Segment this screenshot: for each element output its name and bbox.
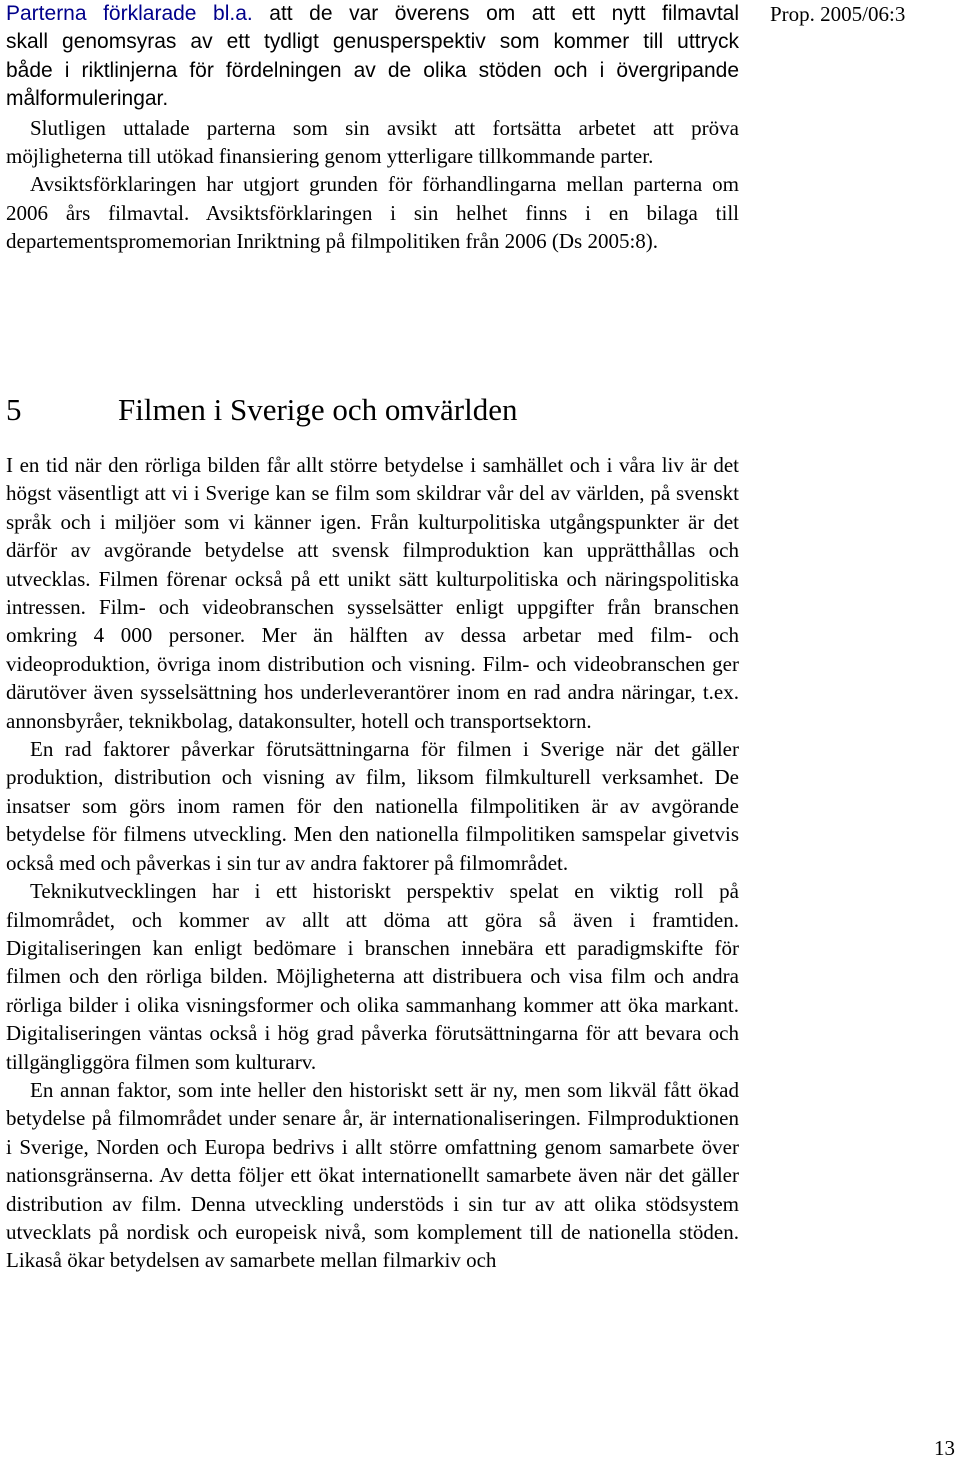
section-heading: [6, 390, 517, 430]
body-paragraph-1: I en tid när den rörliga bilden får allt större betydelse i samhället och i våra liv är det högst väsentligt att vi i Sverige kan se film som skildrar vår del av världen, på svenskt språk och i miljöer som vi känner igen. Från kulturpolitiska utgångspunkter är det därför av avgörande betydelse att svensk filmproduktion kan upprätthållas och utvecklas. Filmen förenar också på ett unikt sätt kulturpolitiska och näringspolitiska intressen. Film- och videobranschen sysselsätter enligt uppgifter från branschen omkring 4 000 personer. Mer än hälften av dessa arbetar med film- och videoproduktion, övriga inom distribution och visning. Film- och videobranschen ger därutöver även sysselsättning hos underleverantörer inom en rad andra näringar, t.ex. annonsbyråer, teknikbolag, datakonsulter, hotell och transportsektorn.: [6, 453, 739, 733]
intro-paragraph-1-line-3: både i riktlinjerna för fördelningen av de olika stöden och i övergripande: [6, 58, 739, 82]
intro-paragraph-1: [6, 0, 739, 114]
section-title: Filmen i Sverige och omvärlden: [118, 392, 518, 427]
body-paragraph-2: En rad faktorer påverkar förutsättningarna för filmen i Sverige när det gäller produktion, distribution och visning av film, liksom filmkulturell verksamhet. De insatser som görs inom ramen för den nationella filmpolitiken är av avgörande betydelse för filmens utveckling. Men den nationella filmpolitiken samspelar givetvis också med och påverkas i sin tur av andra faktorer på filmområdet.: [6, 737, 739, 875]
page-number: 13: [934, 1436, 955, 1460]
document-link[interactable]: Parterna förklarade bl.a.: [6, 2, 253, 25]
body-paragraph-3: Teknikutvecklingen har i ett historiskt perspektiv spelat en viktig roll på filmområdet, och kommer av allt att döma att göra så även i framtiden. Digitaliseringen kan enligt bedömare i branschen innebära ett paradigmskifte för filmen och den rörliga bilden. Möjligheterna att distribuera och visa film och andra rörliga bilder i olika visningsformer och olika sammanhang kommer att öka markant. Digitaliseringen väntas också i hög grad påverka förutsättningarna för att bevara och tillgängliggöra filmen som kulturarv.: [6, 879, 739, 1074]
section-body: [6, 451, 739, 1275]
intro-paragraph-1-line-4: målformuleringar.: [6, 87, 169, 111]
intro-text: [6, 0, 739, 256]
body-paragraph-4: En annan faktor, som inte heller den historiskt sett är ny, men som likväl fått ökad betydelse på filmområdet under senare år, är internationaliseringen. Filmproduktionen i Sverige, Norden och Europa bedrivs i allt större omfattning genom samarbete över nationsgränserna. Av detta följer ett ökat internationellt samarbete även när det gäller distribution av film. Denna utveckling understöds i sin tur av att olika stödsystem utvecklats på nordisk och europeisk nivå, som komplement till de nationella stöden. Likaså ökar betydelsen av samarbete mellan filmarkiv och: [6, 1077, 739, 1273]
section-number: 5: [6, 392, 22, 427]
intro-paragraph-2: Slutligen uttalade parterna som sin avsikt att fortsätta arbetet att pröva möjligheterna till utökad finansiering genom ytterligare tillkommande parter.: [6, 115, 739, 169]
intro-paragraph-1-line-2: skall genomsyras av ett tydligt genusperspektiv som kommer till uttryck: [6, 30, 739, 54]
prop-label: Prop. 2005/06:3: [770, 2, 906, 26]
intro-paragraph-3: Avsiktsförklaringen har utgjort grunden för förhandlingarna mellan parterna om 2006 års filmavtal. Avsiktsförklaringen i sin helhet finns i en bilaga till departementspromemorian Inriktning på filmpolitiken från 2006 (Ds 2005:8).: [6, 172, 739, 254]
intro-paragraph-1-line-1: Parterna förklarade bl.a. att de var överens om att ett nytt filmavtal: [6, 2, 739, 25]
